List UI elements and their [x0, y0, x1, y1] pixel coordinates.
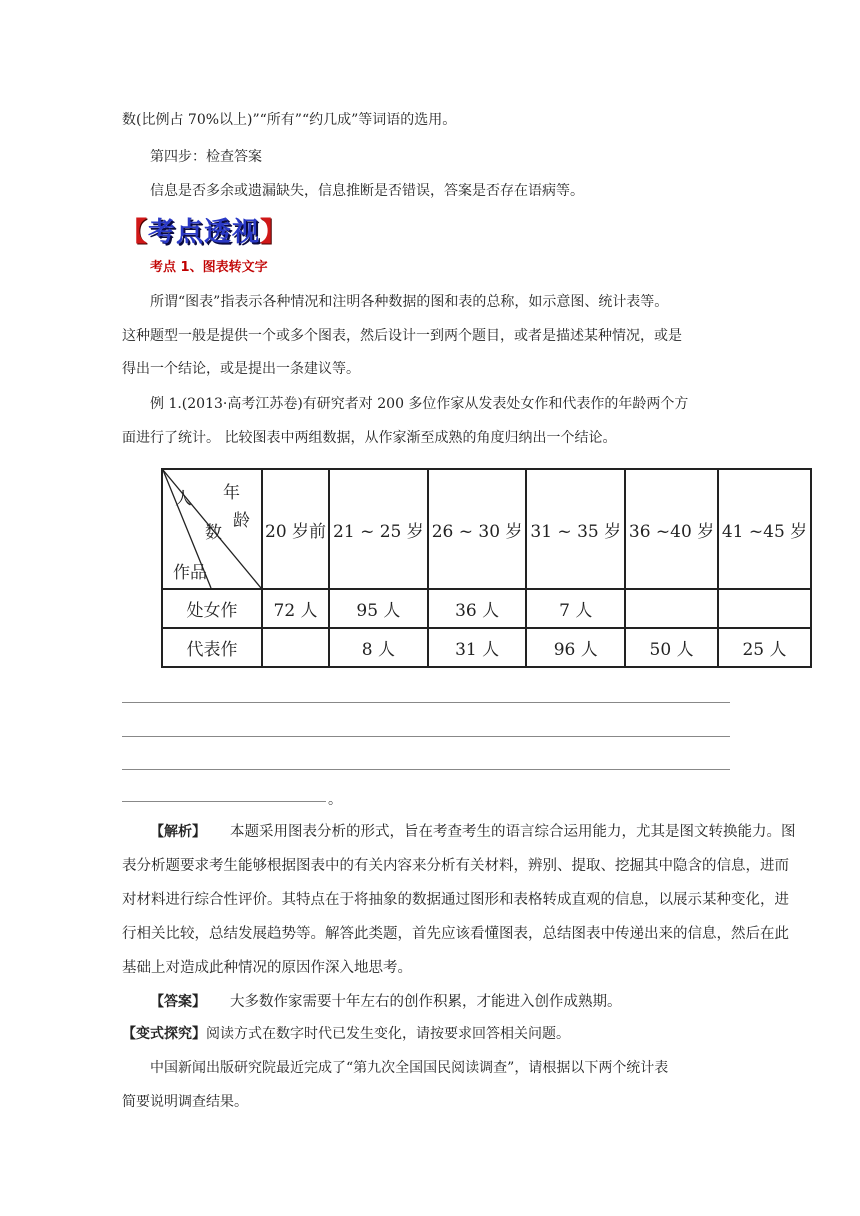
diagonal-corner-cell: [162, 469, 262, 589]
corner-label-ling: 龄: [233, 511, 250, 531]
answer-blank-period: 。: [328, 792, 342, 808]
answer-blank-line: [122, 702, 730, 703]
table-cell: [718, 589, 811, 628]
corner-label-shu: 数: [205, 523, 222, 543]
table-cell: 72 人: [262, 589, 329, 628]
corner-label-nian: 年: [223, 483, 240, 503]
intro-line-1: 数(比例占 70%以上)”“所有”“约几成”等词语的选用。: [122, 112, 457, 128]
table-cell: 50 人: [625, 628, 718, 667]
variant-label: 【变式探究】: [122, 1026, 206, 1042]
analysis-line-5: 基础上对造成此种情况的原因作深入地思考。: [122, 960, 412, 976]
table-cell: 36 人: [428, 589, 527, 628]
definition-line-1: 所谓“图表”指表示各种情况和注明各种数据的图和表的总称，如示意图、统计表等。: [150, 294, 669, 310]
table-header-row: [162, 469, 811, 589]
answer-text: 大多数作家需要十年左右的创作积累，才能进入创作成熟期。: [230, 994, 622, 1010]
column-header: 21 ~ 25 岁: [329, 469, 428, 589]
closing-line-1: 中国新闻出版研究院最近完成了“第九次全国国民阅读调查”，请根据以下两个统计表: [150, 1060, 669, 1076]
definition-line-2: 这种题型一般是提供一个或多个图表，然后设计一到两个题目，或者是描述某种情况，或是: [122, 328, 682, 344]
analysis-line-2: 表分析题要求考生能够根据图表中的有关内容来分析有关材料，辨别、提取、挖掘其中隐含的信息，进而: [122, 858, 789, 874]
table-cell: 31 人: [428, 628, 527, 667]
closing-line-2: 简要说明调查结果。: [122, 1094, 248, 1110]
answer-blank-line: [122, 769, 730, 770]
table-cell: [625, 589, 718, 628]
column-header: 36 ~40 岁: [625, 469, 718, 589]
row-label: 代表作: [162, 628, 262, 667]
row-label: 处女作: [162, 589, 262, 628]
analysis-line-3: 对材料进行综合性评价。其特点在于将抽象的数据通过图形和表格转成直观的信息，以展示某种变化，进: [122, 892, 789, 908]
table-row: [162, 628, 811, 667]
table-cell: 95 人: [329, 589, 428, 628]
heading-open-bracket: 【: [120, 216, 148, 248]
example-line-2: 面进行了统计。 比较图表中两组数据，从作家渐至成熟的角度归纳出一个结论。: [122, 430, 617, 446]
answer-blank-line: [122, 801, 326, 802]
table-cell: 25 人: [718, 628, 811, 667]
example-line-1: 例 1.(2013·高考江苏卷)有研究者对 200 多位作家从发表处女作和代表作的年龄两个方: [150, 396, 689, 412]
section-heading: [120, 212, 288, 246]
table-cell: 96 人: [526, 628, 625, 667]
analysis-line-1: 本题采用图表分析的形式，旨在考查考生的语言综合运用能力，尤其是图文转换能力。图: [230, 824, 796, 840]
table-row: [162, 589, 811, 628]
column-header: 20 岁前: [262, 469, 329, 589]
table-cell: 7 人: [526, 589, 625, 628]
corner-label-ren: 人: [175, 489, 192, 509]
column-header: 41 ~45 岁: [718, 469, 811, 589]
step-four-line: 第四步：检查答案: [150, 149, 262, 165]
corner-label-zuopin: 作品: [173, 563, 207, 583]
table-cell: 8 人: [329, 628, 428, 667]
table-cell: [262, 628, 329, 667]
age-statistics-table: [161, 468, 812, 668]
topic-title: 考点 1、图表转文字: [150, 260, 268, 275]
heading-close-bracket: 】: [260, 216, 288, 248]
definition-line-3: 得出一个结论，或是提出一条建议等。: [122, 361, 360, 377]
intro-line-3: 信息是否多余或遗漏缺失，信息推断是否错误，答案是否存在语病等。: [150, 183, 584, 199]
variant-text: 阅读方式在数字时代已发生变化，请按要求回答相关问题。: [206, 1026, 570, 1042]
analysis-label: 【解析】: [150, 824, 206, 840]
answer-blank-line: [122, 736, 730, 737]
answer-label: 【答案】: [150, 994, 206, 1010]
heading-text: 考点透视: [148, 216, 260, 248]
column-header: 31 ~ 35 岁: [526, 469, 625, 589]
analysis-line-4: 行相关比较，总结发展趋势等。解答此类题，首先应该看懂图表，总结图表中传递出来的信息，然后在此: [122, 926, 789, 942]
variant-line: [122, 1024, 570, 1044]
column-header: 26 ~ 30 岁: [428, 469, 527, 589]
